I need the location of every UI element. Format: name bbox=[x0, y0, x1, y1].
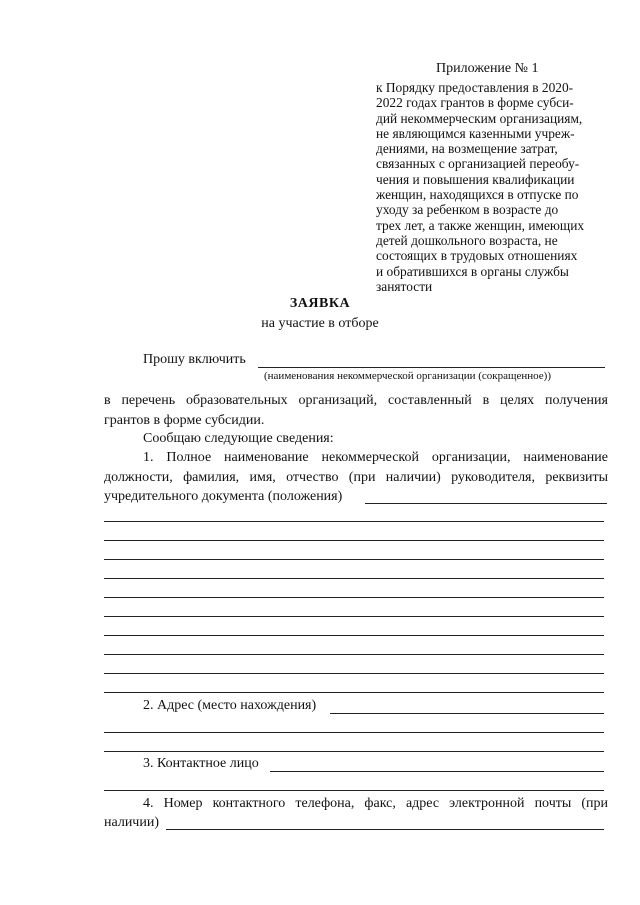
item1-line1: 1. Полное наименование некоммерческой организации, наименование bbox=[143, 450, 608, 465]
item1-extra-line[interactable] bbox=[104, 673, 604, 674]
item4-line1: 4. Номер контактного телефона, факс, адрес электронной почты (при bbox=[143, 796, 608, 811]
item1-line3: учредительного документа (положения) bbox=[104, 489, 343, 504]
request-label: Прошу включить bbox=[143, 352, 246, 367]
item1-extra-line[interactable] bbox=[104, 578, 604, 579]
appendix-title: Приложение № 1 bbox=[436, 61, 539, 76]
item3-field[interactable] bbox=[270, 771, 604, 772]
item4-field[interactable] bbox=[166, 829, 604, 830]
organization-name-field[interactable] bbox=[258, 367, 605, 368]
item1-extra-line[interactable] bbox=[104, 540, 604, 541]
appendix-text: к Порядку предоставления в 2020- 2022 годах грантов в форме субси- дий некоммерческим организациям, не являющимся казенными учреж- дениями, на возмещение затрат, связанных с организацией переобу- чения и повышения квалификации женщин, находящихся в отпуске по уходу за ребенком в возрасте до трех лет, а также женщин, имеющих детей дошкольного возраста, не состоящих в трудовых отношениях и обратившихся в органы службы занятости bbox=[376, 80, 585, 294]
item1-line2: должности, фамилия, имя, отчество (при наличии) руководителя, реквизиты bbox=[104, 470, 608, 485]
item1-extra-line[interactable] bbox=[104, 654, 604, 655]
intro-text: Сообщаю следующие сведения: bbox=[143, 431, 334, 446]
item2-extra-line[interactable] bbox=[104, 732, 604, 733]
document-subtitle: на участие в отборе bbox=[261, 316, 379, 331]
item1-extra-line[interactable] bbox=[104, 692, 604, 693]
item1-field[interactable] bbox=[365, 503, 607, 504]
item1-extra-line[interactable] bbox=[104, 616, 604, 617]
item1-extra-line[interactable] bbox=[104, 559, 604, 560]
item2-label: 2. Адрес (место нахождения) bbox=[143, 698, 317, 713]
item1-extra-line[interactable] bbox=[104, 521, 604, 522]
request-continuation-line1: в перечень образовательных организаций, составленный в целях получения bbox=[104, 393, 608, 408]
item3-label: 3. Контактное лицо bbox=[143, 756, 259, 771]
request-continuation-line2: грантов в форме субсидии. bbox=[104, 413, 265, 428]
item3-extra-line[interactable] bbox=[104, 790, 604, 791]
organization-name-caption: (наименования некоммерческой организации (сокращенное)) bbox=[264, 370, 551, 382]
item2-field[interactable] bbox=[330, 713, 604, 714]
item2-extra-line[interactable] bbox=[104, 751, 604, 752]
item1-extra-line[interactable] bbox=[104, 635, 604, 636]
item4-line2: наличии) bbox=[104, 815, 159, 830]
document-title: ЗАЯВКА bbox=[289, 296, 351, 311]
item1-extra-line[interactable] bbox=[104, 597, 604, 598]
